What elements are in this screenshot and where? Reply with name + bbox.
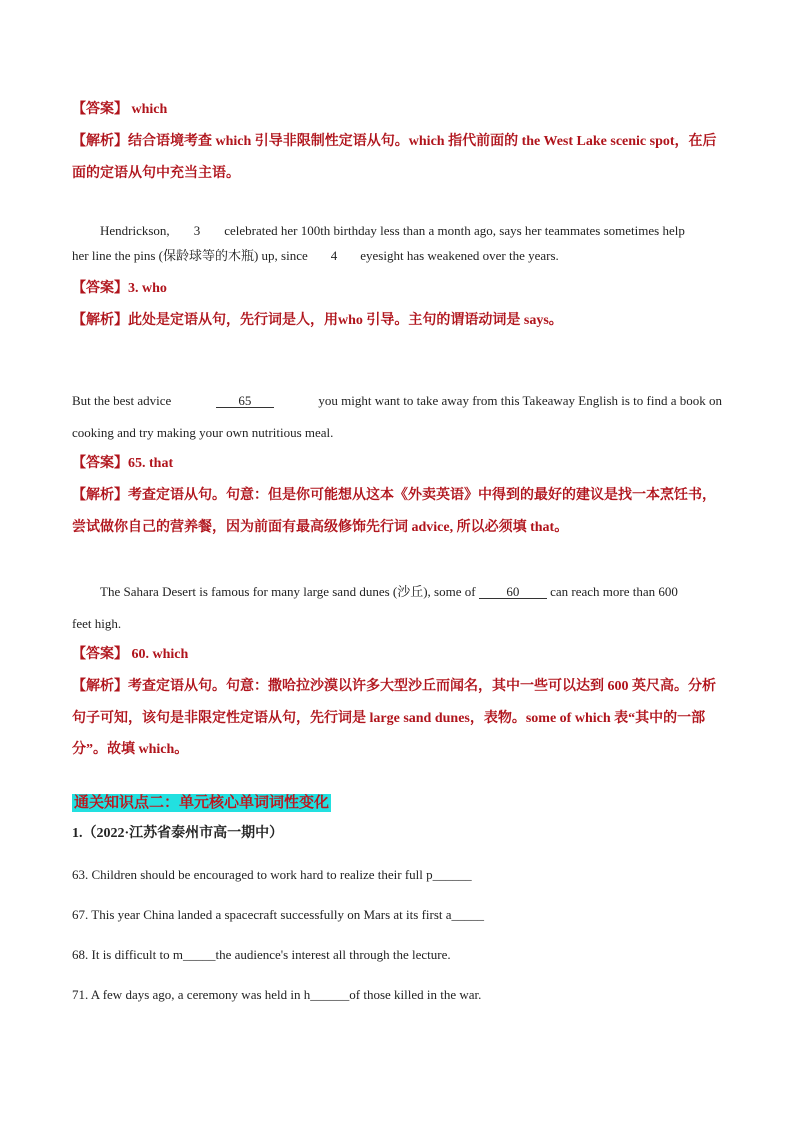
answer-tag: 【答案】 bbox=[72, 102, 128, 117]
analysis-text: 结合语境考查 which 引导非限制性定语从句。which 指代前面的 the West Lake scenic spot，在后 bbox=[128, 134, 717, 149]
analysis-line-1b: 面的定语从句中充当主语。 bbox=[72, 166, 240, 181]
blank-4: 4 bbox=[330, 248, 338, 263]
section-heading bbox=[72, 795, 331, 811]
passage-1-line-1 bbox=[100, 224, 685, 237]
analysis-line-2 bbox=[72, 314, 563, 328]
analysis-tag: 【解析】 bbox=[72, 134, 128, 149]
question-68: 68. It is difficult to m_____the audience's interest all through the lecture. bbox=[72, 947, 451, 962]
passage-2-line-1 bbox=[72, 394, 722, 408]
analysis-text: 考查定语从句。句意：撒哈拉沙漠以许多大型沙丘而闻名，其中一些可以达到 600 英尺高。分析 bbox=[128, 679, 716, 694]
answer-tag: 【答案】 bbox=[72, 281, 128, 296]
passage-text: The Sahara Desert is famous for many large sand dunes (沙丘), some of bbox=[100, 584, 476, 599]
blank-65: 65 bbox=[216, 394, 274, 408]
passage-text: Hendrickson, bbox=[100, 223, 170, 238]
analysis-line-3a bbox=[72, 489, 716, 503]
passage-text: eyesight has weakened over the years. bbox=[360, 248, 559, 263]
answer-text: 60. which bbox=[128, 647, 189, 662]
question-71: 71. A few days ago, a ceremony was held in h______of those killed in the war. bbox=[72, 987, 482, 1002]
passage-3-line-2: feet high. bbox=[72, 616, 122, 631]
answer-line-1 bbox=[72, 103, 167, 117]
passage-text: you might want to take away from this Takeaway English is to find a book on bbox=[318, 393, 722, 408]
analysis-tag: 【解析】 bbox=[72, 679, 128, 694]
analysis-tag: 【解析】 bbox=[72, 313, 128, 328]
answer-line-3 bbox=[72, 457, 173, 471]
passage-text: her line the pins (保龄球等的木瓶) up, since bbox=[72, 248, 308, 263]
analysis-text: 考查定语从句。句意：但是你可能想从这本《外卖英语》中得到的最好的建议是找一本烹饪书， bbox=[128, 488, 716, 503]
section-heading-text: 通关知识点二：单元核心单词词性变化 bbox=[74, 795, 330, 811]
source-label: 1.（2022·江苏省泰州市高一期中） bbox=[72, 826, 284, 841]
answer-text: which bbox=[128, 102, 168, 117]
blank-60: 60 bbox=[479, 585, 547, 599]
passage-1-line-2 bbox=[72, 249, 559, 262]
passage-3-line-1 bbox=[100, 585, 678, 599]
answer-tag: 【答案】 bbox=[72, 647, 128, 662]
analysis-line-3b: 尝试做你自己的营养餐，因为前面有最高级修饰先行词 advice, 所以必须填 that。 bbox=[72, 520, 569, 535]
passage-text: But the best advice bbox=[72, 393, 172, 408]
analysis-line-4c: 分”。故填 which。 bbox=[72, 742, 189, 757]
question-63: 63. Children should be encouraged to work hard to realize their full p______ bbox=[72, 867, 472, 882]
passage-text: celebrated her 100th birthday less than a month ago, says her teammates sometimes help bbox=[224, 223, 685, 238]
analysis-line-4a bbox=[72, 680, 716, 694]
answer-line-2 bbox=[72, 282, 167, 296]
analysis-line-1a bbox=[72, 135, 717, 149]
analysis-text: 此处是定语从句，先行词是人，用who 引导。主句的谓语动词是 says。 bbox=[128, 313, 563, 328]
answer-text: 3. who bbox=[128, 281, 167, 296]
answer-line-4 bbox=[72, 648, 188, 662]
passage-text: can reach more than 600 bbox=[550, 584, 678, 599]
answer-text: 65. that bbox=[128, 456, 174, 471]
blank-3: 3 bbox=[193, 223, 201, 238]
question-67: 67. This year China landed a spacecraft successfully on Mars at its first a_____ bbox=[72, 907, 485, 922]
answer-tag: 【答案】 bbox=[72, 456, 128, 471]
analysis-tag: 【解析】 bbox=[72, 488, 128, 503]
passage-2-line-2: cooking and try making your own nutritious meal. bbox=[72, 425, 334, 440]
analysis-line-4b: 句子可知，该句是非限定性定语从句，先行词是 large sand dunes，表物。some of which 表“其中的一部 bbox=[72, 711, 706, 726]
